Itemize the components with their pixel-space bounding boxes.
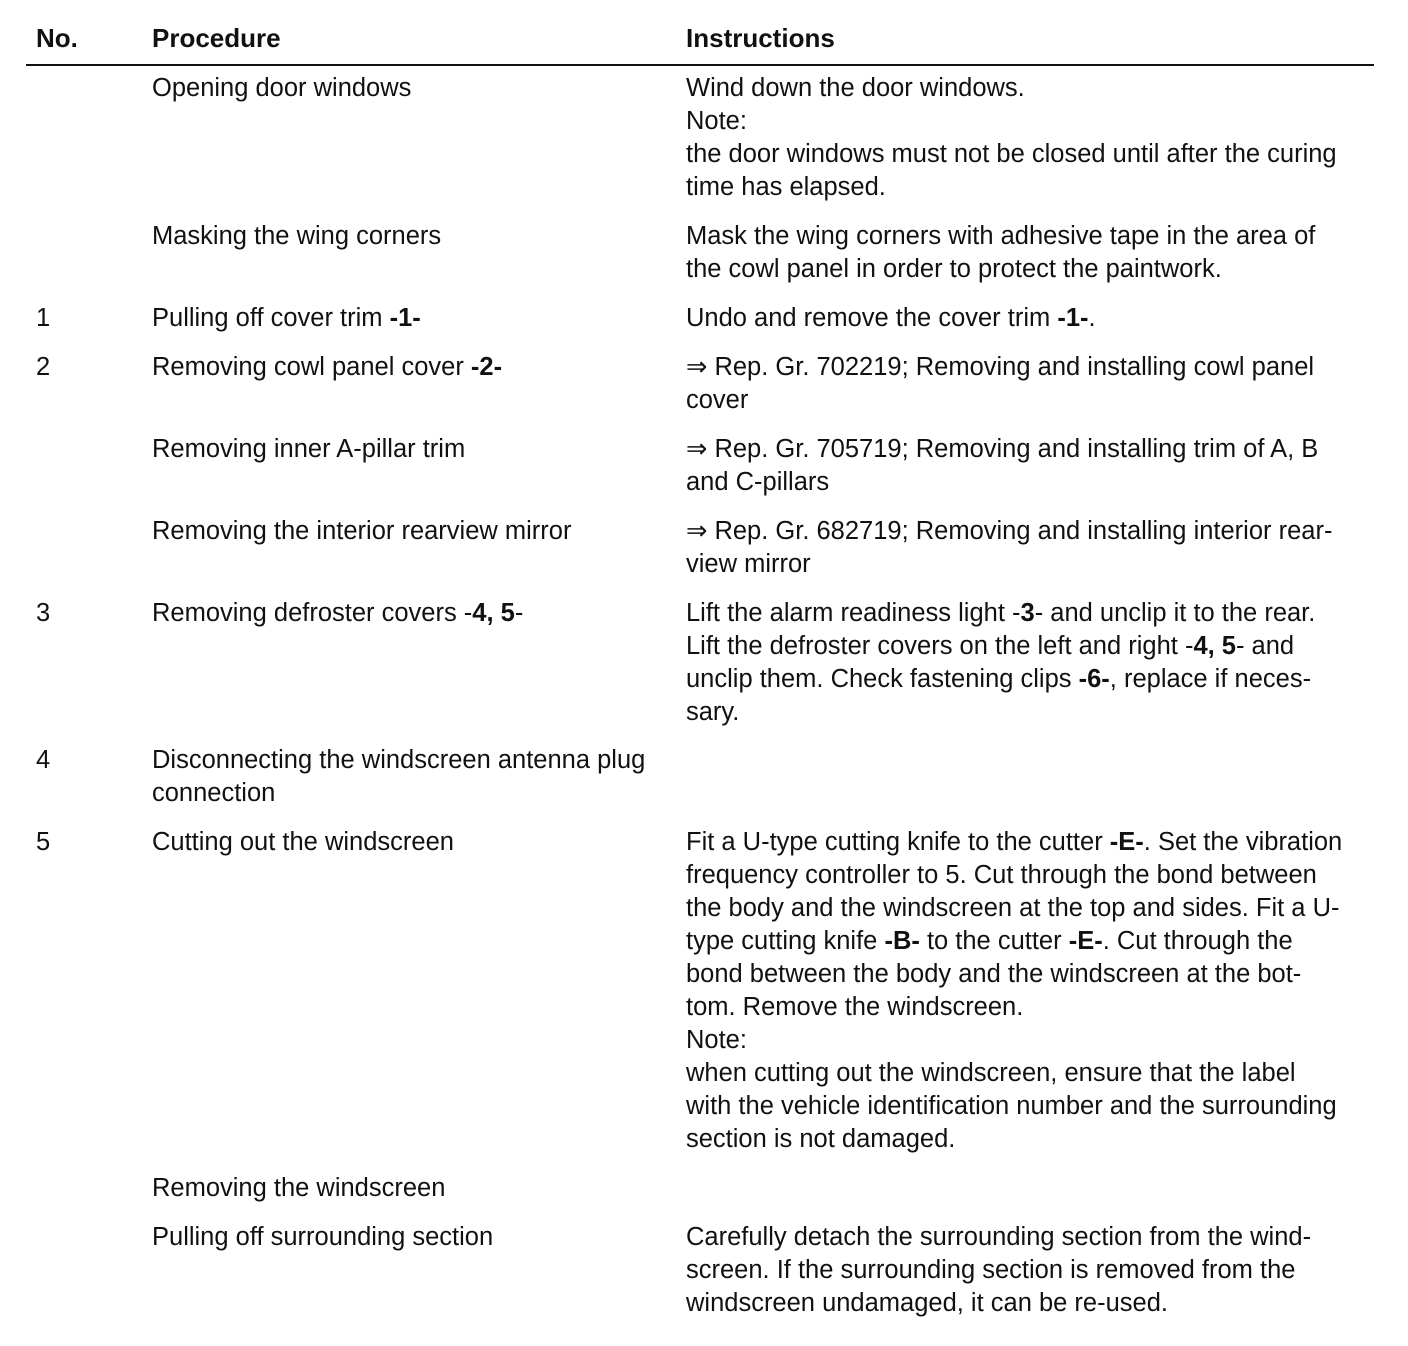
procedure-cell bbox=[152, 220, 672, 253]
text-line: Removing inner A-pillar trim bbox=[152, 435, 466, 463]
procedure-cell bbox=[152, 1221, 672, 1254]
instructions-cell bbox=[686, 515, 1371, 581]
header-procedure: Procedure bbox=[152, 23, 281, 53]
instructions-cell bbox=[686, 302, 1371, 335]
step-number: 3 bbox=[36, 599, 51, 627]
text-line: Fit a U-type cutting knife to the cutter -E-. Set the vibration bbox=[686, 828, 1343, 856]
procedure-cell bbox=[152, 302, 672, 335]
text-line: Disconnecting the windscreen antenna plug bbox=[152, 746, 646, 774]
header-instructions: Instructions bbox=[686, 23, 835, 53]
text-line: ⇒ Rep. Gr. 682719; Removing and installing interior rear- bbox=[686, 517, 1333, 545]
instructions-cell bbox=[686, 72, 1371, 204]
step-number: 5 bbox=[36, 828, 51, 856]
text-line: Removing cowl panel cover -2- bbox=[152, 353, 503, 381]
text-line: Pulling off surrounding section bbox=[152, 1223, 494, 1251]
text-line: cover bbox=[686, 386, 749, 414]
text-line: sary. bbox=[686, 698, 740, 726]
text-line: time has elapsed. bbox=[686, 173, 886, 201]
step-number: 1 bbox=[36, 304, 51, 332]
text-line: the cowl panel in order to protect the paintwork. bbox=[686, 255, 1222, 283]
text-line: when cutting out the windscreen, ensure that the label bbox=[686, 1059, 1296, 1087]
procedure-cell bbox=[152, 433, 672, 466]
text-line: screen. If the surrounding section is removed from the bbox=[686, 1256, 1296, 1284]
text-line: unclip them. Check fastening clips -6-, replace if neces- bbox=[686, 665, 1312, 693]
text-line: section is not damaged. bbox=[686, 1125, 956, 1153]
text-line: tom. Remove the windscreen. bbox=[686, 993, 1024, 1021]
step-number: 4 bbox=[36, 746, 51, 774]
text-line: ⇒ Rep. Gr. 702219; Removing and installing cowl panel bbox=[686, 353, 1315, 381]
text-line: Pulling off cover trim -1- bbox=[152, 304, 421, 332]
procedure-cell bbox=[152, 351, 672, 384]
table-header bbox=[26, 0, 1374, 66]
text-line: Lift the alarm readiness light -3- and unclip it to the rear. bbox=[686, 599, 1316, 627]
text-line: Masking the wing corners bbox=[152, 222, 442, 250]
text-line: Note: bbox=[686, 1026, 747, 1054]
text-line: Removing the interior rearview mirror bbox=[152, 517, 572, 545]
instructions-cell bbox=[686, 826, 1371, 1156]
step-number: 2 bbox=[36, 353, 51, 381]
text-line: Wind down the door windows. bbox=[686, 74, 1025, 102]
text-line: Note: bbox=[686, 107, 747, 135]
text-line: Removing defroster covers -4, 5- bbox=[152, 599, 524, 627]
text-line: with the vehicle identification number and the surrounding bbox=[686, 1092, 1337, 1120]
instructions-cell bbox=[686, 433, 1371, 499]
text-line: the body and the windscreen at the top and sides. Fit a U- bbox=[686, 894, 1340, 922]
text-line: Undo and remove the cover trim -1-. bbox=[686, 304, 1096, 332]
text-line: the door windows must not be closed until after the curing bbox=[686, 140, 1337, 168]
text-line: Cutting out the windscreen bbox=[152, 828, 454, 856]
text-line: ⇒ Rep. Gr. 705719; Removing and installing trim of A, B bbox=[686, 435, 1319, 463]
text-line: Opening door windows bbox=[152, 74, 412, 102]
text-line: Lift the defroster covers on the left and right -4, 5- and bbox=[686, 632, 1295, 660]
text-line: frequency controller to 5. Cut through the bond between bbox=[686, 861, 1317, 889]
text-line: type cutting knife -B- to the cutter -E-. Cut through the bbox=[686, 927, 1293, 955]
procedure-cell bbox=[152, 744, 672, 810]
procedure-cell bbox=[152, 826, 672, 859]
header-no: No. bbox=[36, 23, 78, 53]
text-line: Carefully detach the surrounding section from the wind- bbox=[686, 1223, 1312, 1251]
text-line: view mirror bbox=[686, 550, 811, 578]
instructions-cell bbox=[686, 351, 1371, 417]
procedure-cell bbox=[152, 515, 672, 548]
procedure-cell bbox=[152, 1172, 672, 1205]
text-line: connection bbox=[152, 779, 276, 807]
procedure-table bbox=[26, 0, 1374, 1317]
procedure-cell bbox=[152, 72, 672, 105]
text-line: windscreen undamaged, it can be re-used. bbox=[686, 1289, 1168, 1317]
instructions-cell bbox=[686, 597, 1371, 729]
text-line: Removing the windscreen bbox=[152, 1174, 446, 1202]
instructions-cell bbox=[686, 1221, 1371, 1320]
text-line: Mask the wing corners with adhesive tape in the area of bbox=[686, 222, 1316, 250]
text-line: and C-pillars bbox=[686, 468, 830, 496]
procedure-cell bbox=[152, 597, 672, 630]
text-line: bond between the body and the windscreen at the bot- bbox=[686, 960, 1302, 988]
instructions-cell bbox=[686, 220, 1371, 286]
